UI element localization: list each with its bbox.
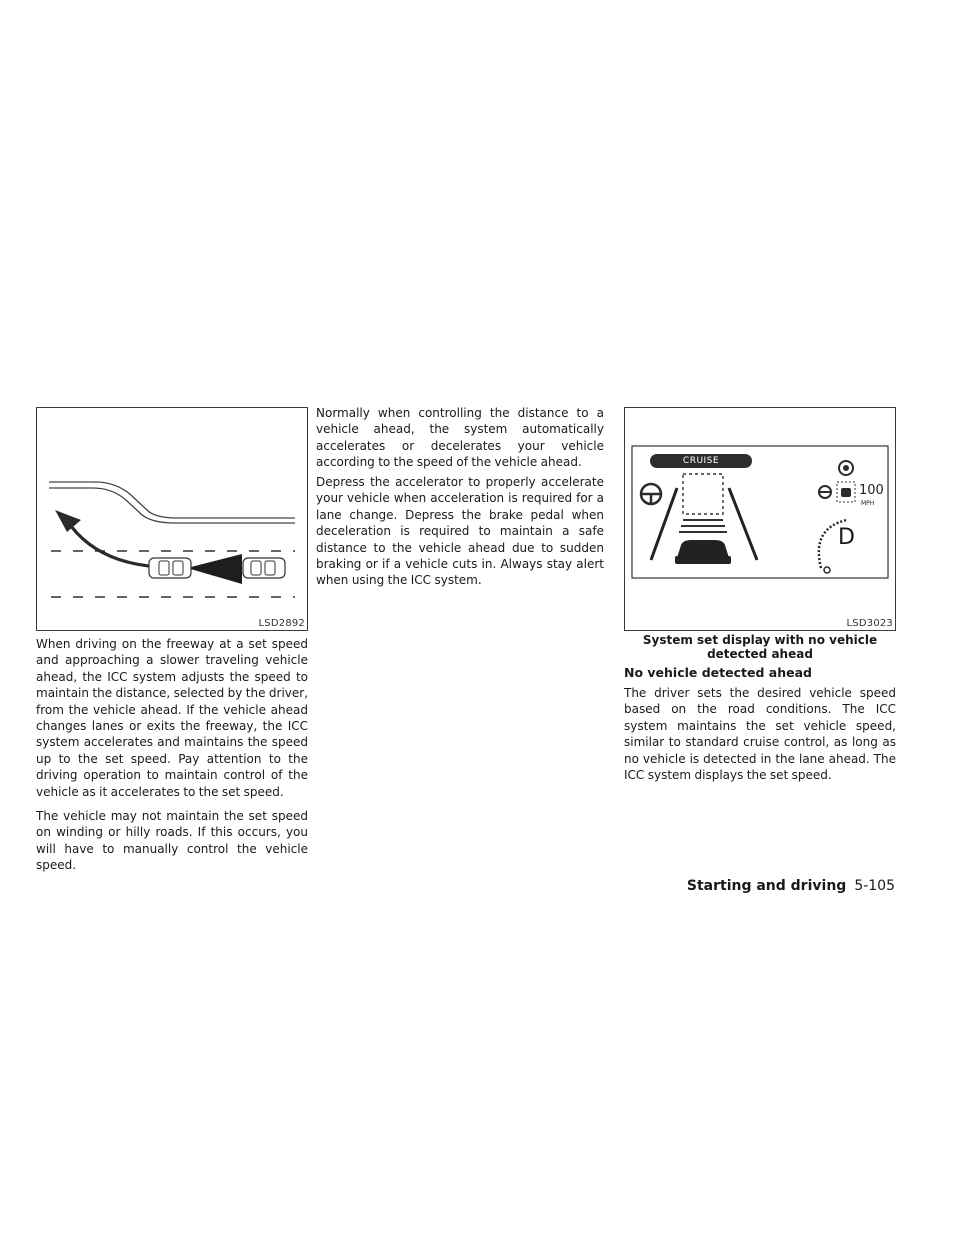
section-heading: No vehicle detected ahead [624,665,812,680]
cruise-label: CRUISE [682,456,720,466]
section-title: Starting and driving [686,878,847,894]
figure-caption: System set display with no vehicle detected ahead [642,633,878,661]
col2-paragraph-1: Normally when controlling the distance to a vehicle ahead, the system automatically accelerates or decelerates your vehicle according to the speed of the vehicle ahead. [316,406,604,470]
cruise-display-illustration [625,408,896,631]
page-footer [687,878,895,894]
own-car-icon [149,558,191,578]
page-number: 5-105 [854,878,895,894]
figure-code: LSD2892 [258,618,305,629]
col1-paragraph-2: The vehicle may not maintain the set speed on winding or hilly roads. If this occurs, you will have to manually control the vehicle speed. [36,809,308,873]
gear-indicator: D [838,525,855,550]
freeway-illustration [37,408,308,631]
lane-change-arrow [71,526,149,566]
set-speed-unit: MPH [861,500,875,507]
figure-freeway-diagram [36,407,308,631]
set-speed-value: 100 [859,483,884,498]
figure-cruise-display [624,407,896,631]
sensor-beam [187,554,242,584]
figure-code: LSD3023 [846,618,893,629]
arrow-head-icon [55,510,81,532]
own-car-rear-icon [675,540,731,564]
col2-paragraph-2: Depress the accelerator to properly accelerate your vehicle when acceleration is required for a lane change. Depress the brake pedal when deceleration is required to maintain a safe distance to the vehicle ahead due to sudden braking or if a vehicle cuts in. Always stay alert when using the ICC system. [316,475,604,588]
vehicle-ahead-icon [243,558,285,578]
vehicle-detect-car-icon [841,488,851,497]
col1-paragraph-1: When driving on the freeway at a set speed and approaching a slower traveling vehicle ahead, the ICC system adjusts the speed to maintain the distance, selected by the driver, from the vehicle ahead. If the vehicle ahead changes lanes or exits the freeway, the ICC system accelerates and maintains the speed up to the set speed. Pay attention to the driving operation to maintain control of the vehicle as it accelerates to the set speed. [36,637,309,799]
col3-paragraph-1: The driver sets the desired vehicle speed based on the road conditions. The ICC system maintains the set vehicle speed, similar to standard cruise control, as long as no vehicle is detected in the lane ahead. The ICC system displays the set speed. [624,686,896,783]
